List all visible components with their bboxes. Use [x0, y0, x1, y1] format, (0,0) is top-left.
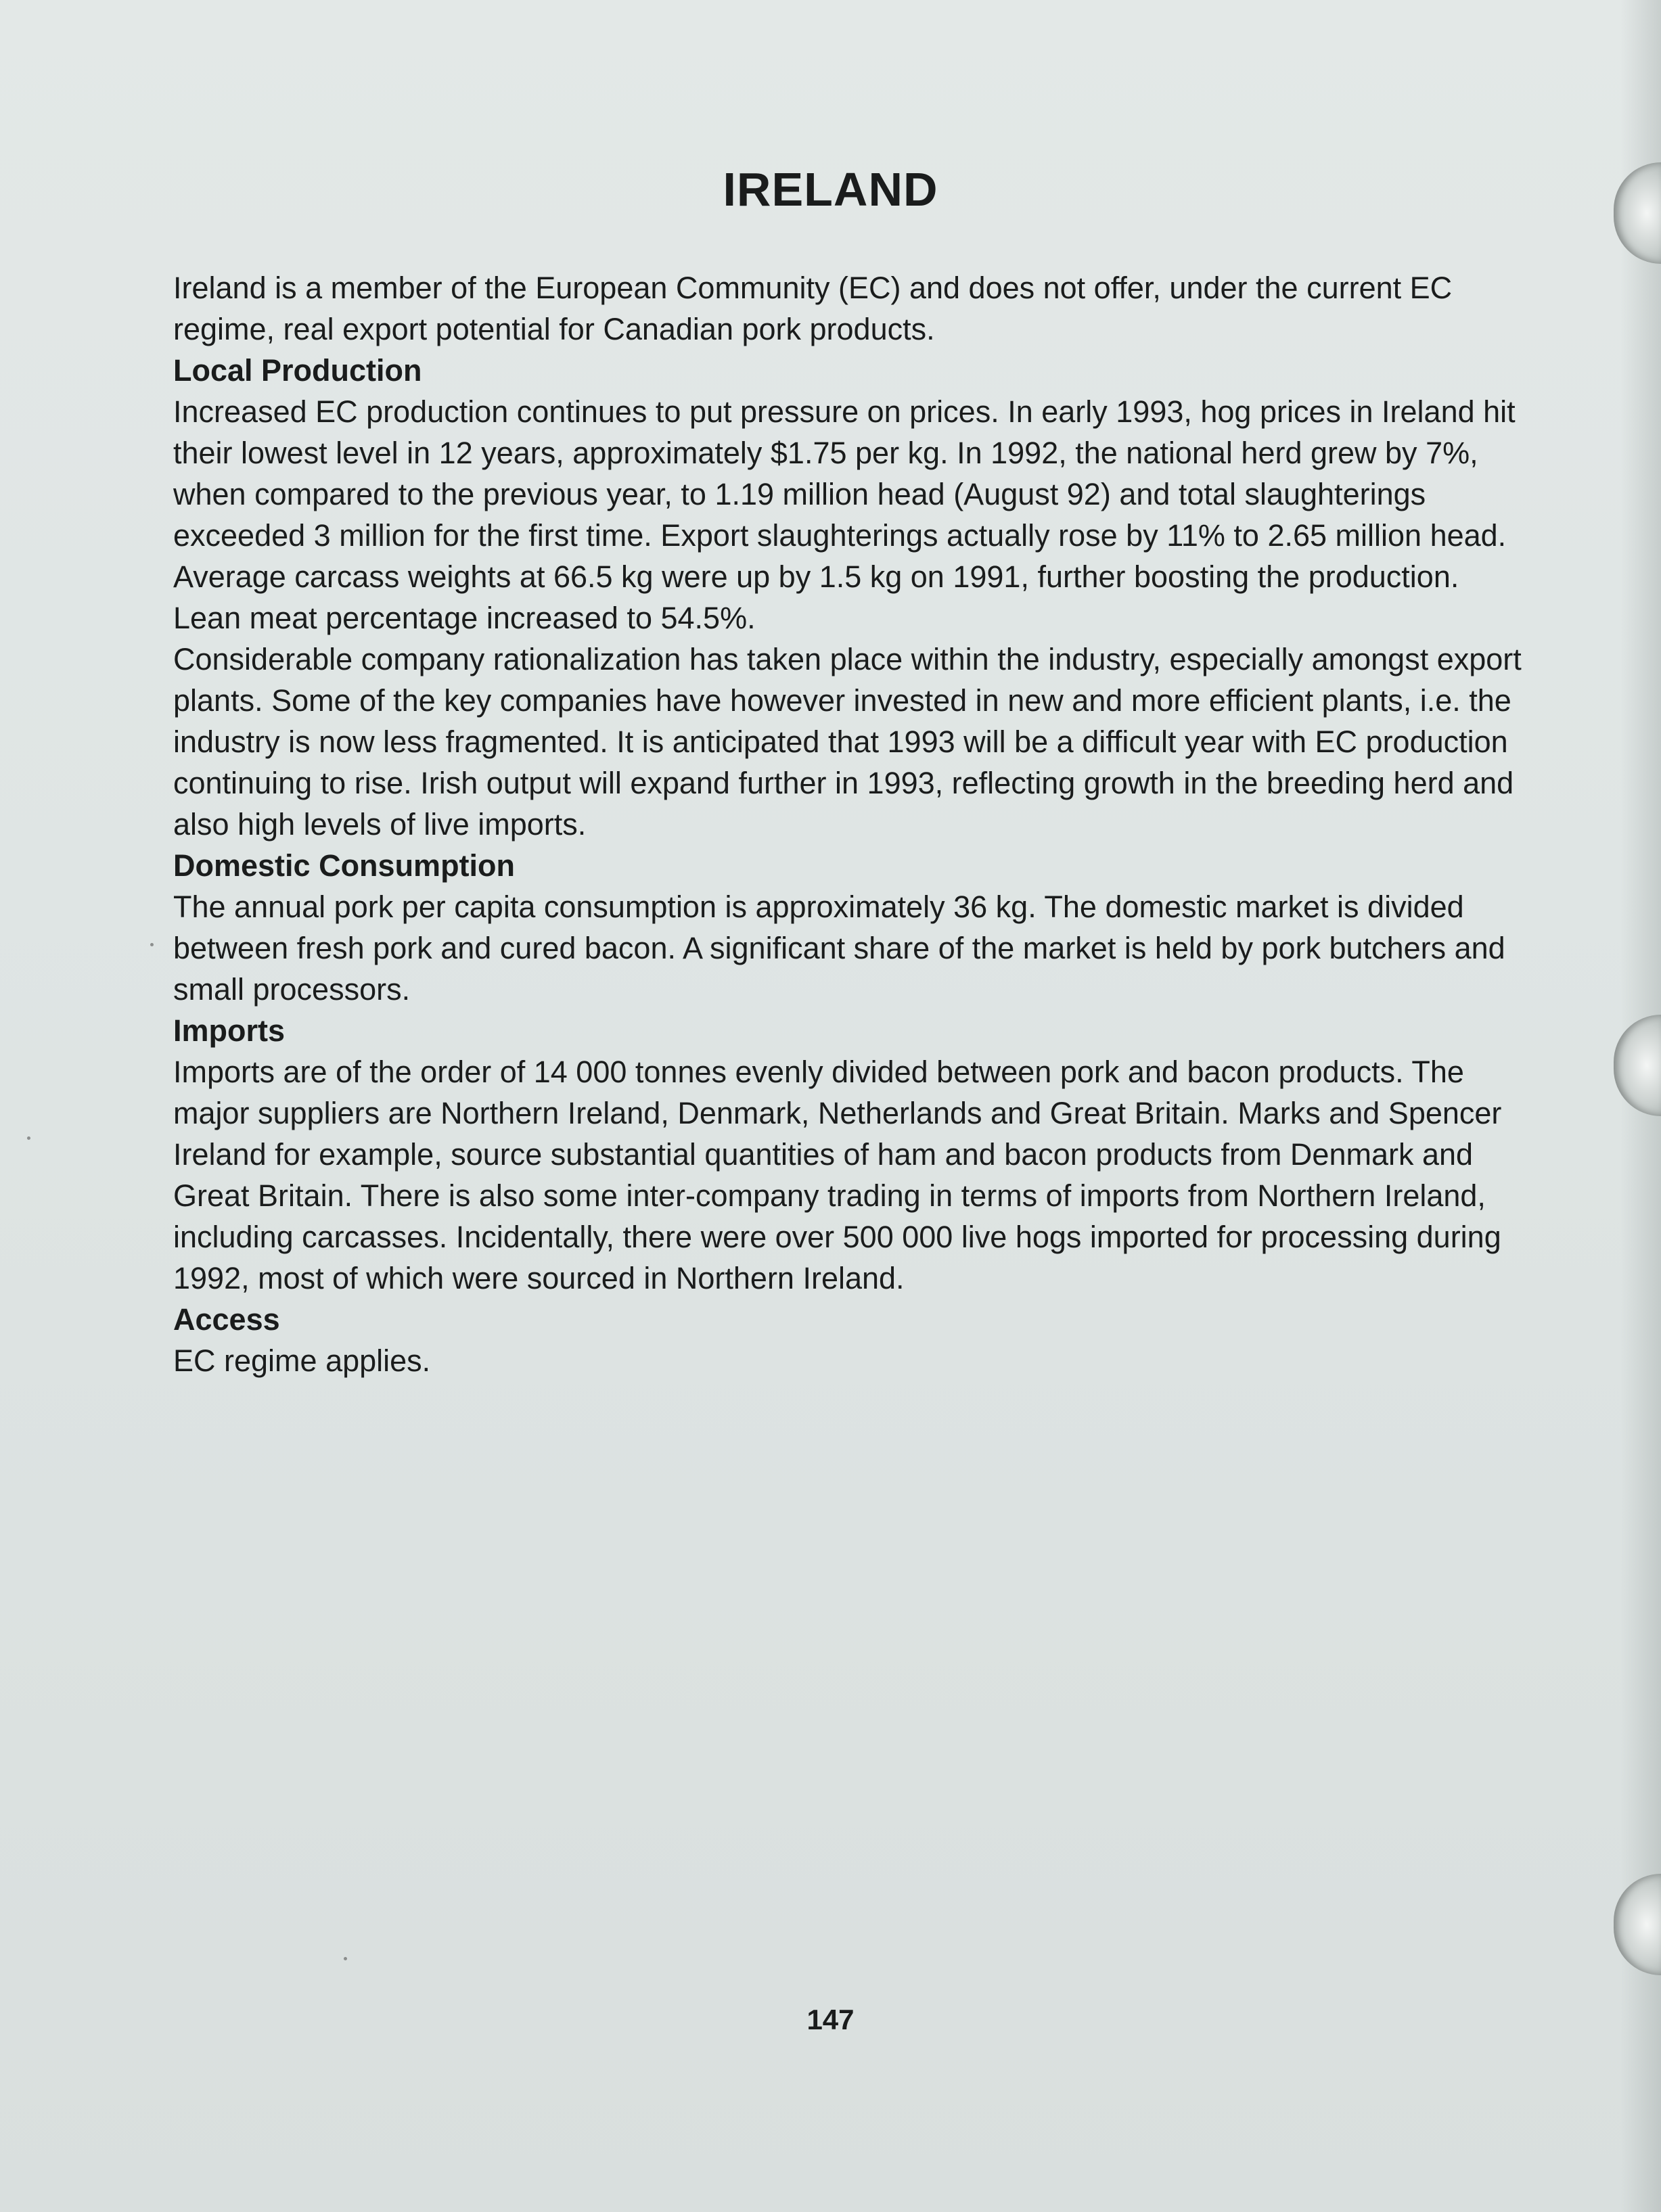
- paper-speck: [27, 1136, 30, 1140]
- page-title: IRELAND: [723, 163, 938, 216]
- access-paragraph: EC regime applies.: [173, 1343, 431, 1378]
- domestic-consumption-paragraph: The annual pork per capita consumption is approximately 36 kg. The domestic market is divided between fresh pork and cured bacon. A significant share of the market is held by pork butchers and small processors.: [173, 890, 1505, 1007]
- document-body: [173, 267, 1533, 1381]
- section-heading-imports: Imports: [173, 1013, 286, 1048]
- section-heading-domestic-consumption: Domestic Consumption: [173, 848, 516, 883]
- intro-paragraph: Ireland is a member of the European Community (EC) and does not offer, under the current EC regime, real export potential for Canadian pork products.: [173, 271, 1453, 346]
- paper-speck: [150, 943, 154, 946]
- section-heading-access: Access: [173, 1302, 280, 1337]
- paper-speck: [344, 1957, 347, 1960]
- imports-paragraph: Imports are of the order of 14 000 tonnes evenly divided between pork and bacon products. The major suppliers are Northern Ireland, Denmark, Netherlands and Great Britain. Marks and Spencer Ireland for example, source substantial quantities of ham and bacon products from Denmark and Great Britain. There is also some inter-company trading in terms of imports from Northern Ireland, including carcasses. Incidentally, there were over 500 000 live hogs imported for processing during 1992, most of which were sourced in Northern Ireland.: [173, 1055, 1502, 1295]
- local-production-paragraph: Increased EC production continues to put pressure on prices. In early 1993, hog prices in Ireland hit their lowest level in 12 years, approximately $1.75 per kg. In 1992, the national herd grew by 7%, when compared to the previous year, to 1.19 million head (August 92) and total slaughterings exceeded 3 million for the first time. Export slaughterings actually rose by 11% to 2.65 million head. Average carcass weights at 66.5 kg were up by 1.5 kg on 1991, further boosting the production. Lean meat percentage increased to 54.5%.: [173, 394, 1516, 635]
- section-heading-local-production: Local Production: [173, 353, 422, 388]
- local-production-paragraph: Considerable company rationalization has taken place within the industry, especially amongst export plants. Some of the key companies have however invested in new and more efficient plants, i.e. the industry is now less fragmented. It is anticipated that 1993 will be a difficult year with EC production continuing to rise. Irish output will expand further in 1993, reflecting growth in the breeding herd and also high levels of live imports.: [173, 642, 1522, 842]
- page-number: 147: [806, 2004, 855, 2035]
